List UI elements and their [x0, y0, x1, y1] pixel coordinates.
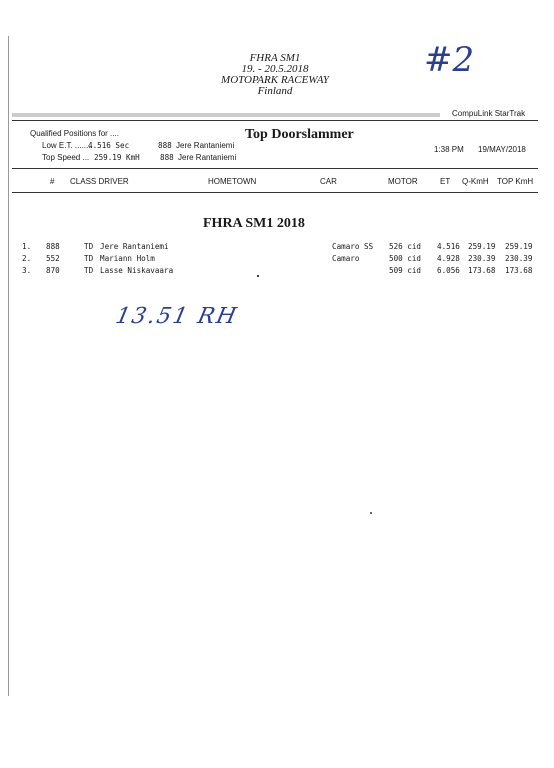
row-et: 4.516 — [437, 242, 460, 251]
event-country: Finland — [257, 85, 293, 97]
col-hometown: HOMETOWN — [208, 177, 257, 186]
col-et: ET — [440, 177, 451, 186]
header-top-rule — [12, 120, 538, 121]
row-driver: Lasse Niskavaara — [100, 266, 174, 275]
handwritten-note: 13.51 RH — [113, 304, 241, 329]
top-speed-value: 259.19 KmH — [94, 153, 140, 162]
class-title: Top Doorslammer — [245, 127, 354, 142]
low-et-label: Low E.T. ........ — [42, 141, 93, 150]
columns-top-rule — [12, 168, 538, 169]
row-qkmh: 173.68 — [468, 266, 496, 275]
row-car: Camaro — [332, 254, 360, 263]
columns-bottom-rule — [12, 192, 538, 193]
low-et-driver: Jere Rantaniemi — [176, 141, 235, 150]
qualified-label: Qualified Positions for .... — [30, 129, 119, 138]
dotted-separator — [12, 113, 440, 117]
top-speed-driver: Jere Rantaniemi — [178, 153, 237, 162]
event-dates: 19. - 20.5.2018 — [241, 63, 309, 75]
row-position: 1. — [22, 242, 32, 251]
col-motor: MOTOR — [388, 177, 418, 186]
row-position: 3. — [22, 266, 32, 275]
col-qkmh: Q-KmH — [462, 177, 489, 186]
low-et-value: 4.516 Sec — [88, 141, 130, 150]
row-topkmh: 259.19 — [505, 242, 533, 251]
row-et: 4.928 — [437, 254, 460, 263]
speck — [370, 512, 372, 514]
top-speed-number: 888 — [160, 153, 174, 162]
row-motor: 500 cid — [389, 254, 422, 263]
speck — [257, 275, 259, 277]
report-time: 1:38 PM — [434, 145, 464, 154]
row-car: Camaro SS — [332, 242, 374, 251]
top-speed-label: Top Speed ... — [42, 153, 90, 162]
row-position: 2. — [22, 254, 32, 263]
row-et: 6.056 — [437, 266, 460, 275]
low-et-number: 888 — [158, 141, 172, 150]
row-class: TD — [84, 254, 94, 263]
section-title: FHRA SM1 2018 — [203, 216, 305, 231]
row-driver: Jere Rantaniemi — [100, 242, 169, 251]
row-number: 870 — [46, 266, 60, 275]
row-qkmh: 230.39 — [468, 254, 496, 263]
row-qkmh: 259.19 — [468, 242, 496, 251]
row-number: 552 — [46, 254, 60, 263]
row-motor: 526 cid — [389, 242, 422, 251]
row-motor: 509 cid — [389, 266, 422, 275]
row-class: TD — [84, 242, 94, 251]
col-car: CAR — [320, 177, 337, 186]
report-date: 19/MAY/2018 — [478, 145, 526, 154]
col-topkmh: TOP KmH — [497, 177, 534, 186]
row-class: TD — [84, 266, 94, 275]
col-num: # — [50, 177, 55, 186]
system-label: CompuLink StarTrak — [452, 109, 526, 118]
event-name: FHRA SM1 — [249, 52, 301, 64]
col-class-driver: CLASS DRIVER — [70, 177, 129, 186]
left-margin-line — [8, 36, 9, 696]
event-venue: MOTOPARK RACEWAY — [221, 74, 329, 86]
row-topkmh: 230.39 — [505, 254, 533, 263]
row-number: 888 — [46, 242, 60, 251]
row-topkmh: 173.68 — [505, 266, 533, 275]
row-driver: Mariann Holm — [100, 254, 155, 263]
handwritten-number: #2 — [424, 40, 475, 80]
